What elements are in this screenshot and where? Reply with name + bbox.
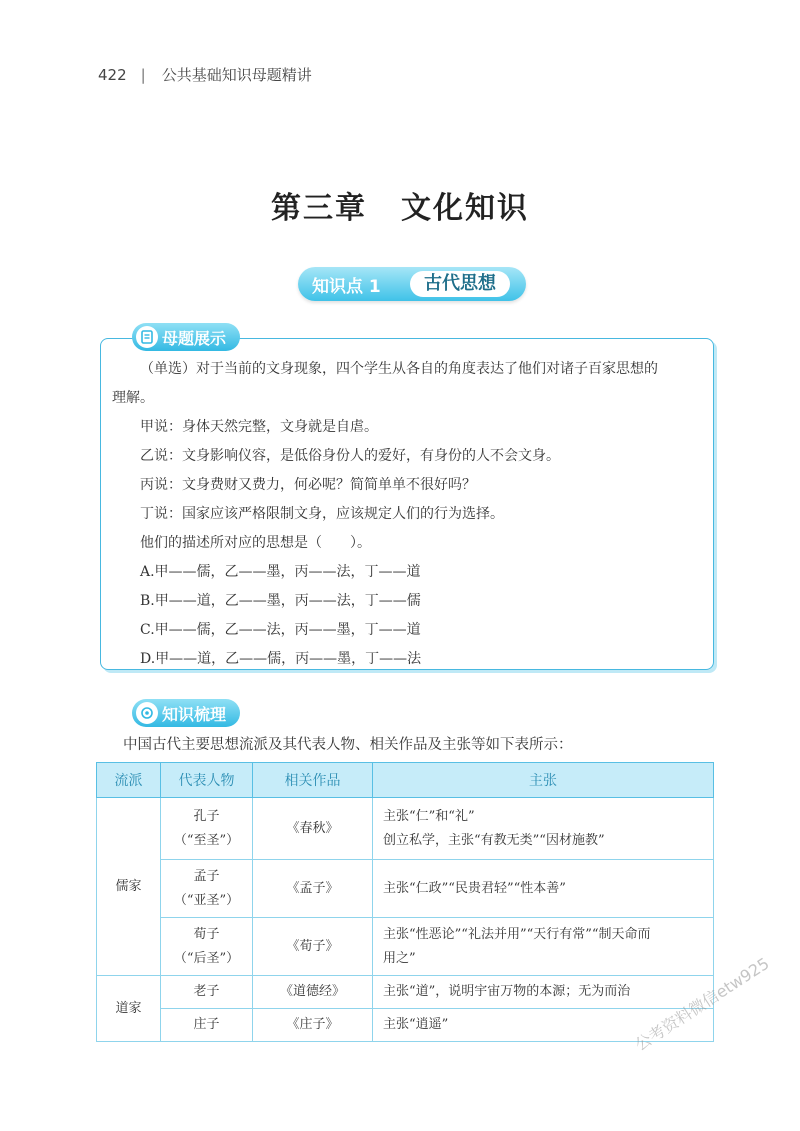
chapter-title xyxy=(0,183,800,227)
book-title: 公共基础知识母题精讲 xyxy=(161,66,312,84)
school-cell: 道家 xyxy=(97,976,161,1042)
claim-line: 主张“性恶论”“礼法并用”“天行有常”“制天命而 xyxy=(383,926,651,942)
question-block xyxy=(112,355,706,674)
claim-line: 主张“仁政”“民贵君轻”“性本善” xyxy=(383,880,566,896)
person-name: 孟子 xyxy=(193,868,220,884)
column-header: 流派 xyxy=(97,763,161,798)
work-cell: 《春秋》 xyxy=(253,798,373,860)
option-d: D.甲——道，乙——儒，丙——墨，丁——法 xyxy=(140,651,422,667)
work-cell: 《孟子》 xyxy=(253,860,373,918)
table-row xyxy=(97,976,714,1009)
section-tag-problem xyxy=(132,323,240,351)
knowledge-point-label: 知识点 1 xyxy=(312,276,381,297)
claim-cell xyxy=(373,860,714,918)
page-number: 422 xyxy=(98,65,127,84)
person-cell xyxy=(161,918,253,976)
watermark: 公考资料微信etw925 xyxy=(631,953,773,1055)
claim-line: 主张“仁”和“礼” xyxy=(383,808,475,824)
claim-cell xyxy=(373,918,714,976)
column-header: 代表人物 xyxy=(161,763,253,798)
page-header xyxy=(98,64,312,85)
claim-cell xyxy=(373,976,714,1009)
question-stem xyxy=(112,355,706,413)
section-tag-knowledge xyxy=(132,699,240,727)
person-title: （“后圣”） xyxy=(173,950,240,966)
person-title: （“至圣”） xyxy=(173,832,240,848)
option-b: B.甲——道，乙——墨，丙——法，丁——儒 xyxy=(140,593,421,609)
document-icon xyxy=(136,326,158,348)
knowledge-point-title: 古代思想 xyxy=(410,271,510,297)
person-cell xyxy=(161,860,253,918)
statement: 甲说：身体天然完整，文身就是自虐。 xyxy=(140,419,378,435)
column-header: 相关作品 xyxy=(253,763,373,798)
knowledge-point-banner xyxy=(298,267,526,301)
table-header-row xyxy=(97,763,714,798)
statement: 乙说：文身影响仪容，是低俗身份人的爱好，有身份的人不会文身。 xyxy=(140,448,560,464)
work-cell: 《道德经》 xyxy=(253,976,373,1009)
work-cell: 《庄子》 xyxy=(253,1009,373,1042)
table-row xyxy=(97,860,714,918)
table-row xyxy=(97,1009,714,1042)
question-prompt: 他们的描述所对应的思想是（ ）。 xyxy=(140,535,371,551)
stem-line: 理解。 xyxy=(112,390,154,406)
claim-line: 创立私学，主张“有教无类”“因材施教” xyxy=(383,832,605,848)
person-cell xyxy=(161,1009,253,1042)
thought-schools-table xyxy=(96,762,714,1042)
person-cell xyxy=(161,976,253,1009)
person-name: 老子 xyxy=(193,984,220,999)
school-cell: 儒家 xyxy=(97,798,161,976)
knowledge-icon xyxy=(136,702,158,724)
header-separator: | xyxy=(140,65,146,84)
table-intro: 中国古代主要思想流派及其代表人物、相关作品及主张等如下表所示： xyxy=(123,737,573,753)
option-a: A.甲——儒，乙——墨，丙——法，丁——道 xyxy=(140,564,421,580)
work-cell: 《荀子》 xyxy=(253,918,373,976)
statement: 丁说：国家应该严格限制文身，应该规定人们的行为选择。 xyxy=(140,506,504,522)
stem-line: （单选）对于当前的文身现象，四个学生从各自的角度表达了他们对诸子百家思想的 xyxy=(140,361,658,377)
person-title: （“亚圣”） xyxy=(173,892,240,908)
chapter-name: 文化知识 xyxy=(401,191,529,226)
table-row xyxy=(97,918,714,976)
person-name: 庄子 xyxy=(193,1017,220,1032)
option-c: C.甲——儒，乙——法，丙——墨，丁——道 xyxy=(140,622,421,638)
claim-cell xyxy=(373,798,714,860)
column-header: 主张 xyxy=(373,763,714,798)
claim-line: 主张“道”，说明宇宙万物的本源；无为而治 xyxy=(383,984,631,999)
table-row xyxy=(97,798,714,860)
person-name: 孔子 xyxy=(193,808,220,824)
claim-line: 用之” xyxy=(383,950,416,966)
statement: 丙说：文身费财又费力，何必呢？简简单单不很好吗？ xyxy=(140,477,476,493)
person-cell xyxy=(161,798,253,860)
chapter-label: 第三章 xyxy=(271,191,367,226)
claim-line: 主张“逍遥” xyxy=(383,1017,449,1032)
person-name: 荀子 xyxy=(193,926,220,942)
section-tag-knowledge-label: 知识梳理 xyxy=(162,704,227,724)
section-tag-problem-label: 母题展示 xyxy=(162,328,227,348)
